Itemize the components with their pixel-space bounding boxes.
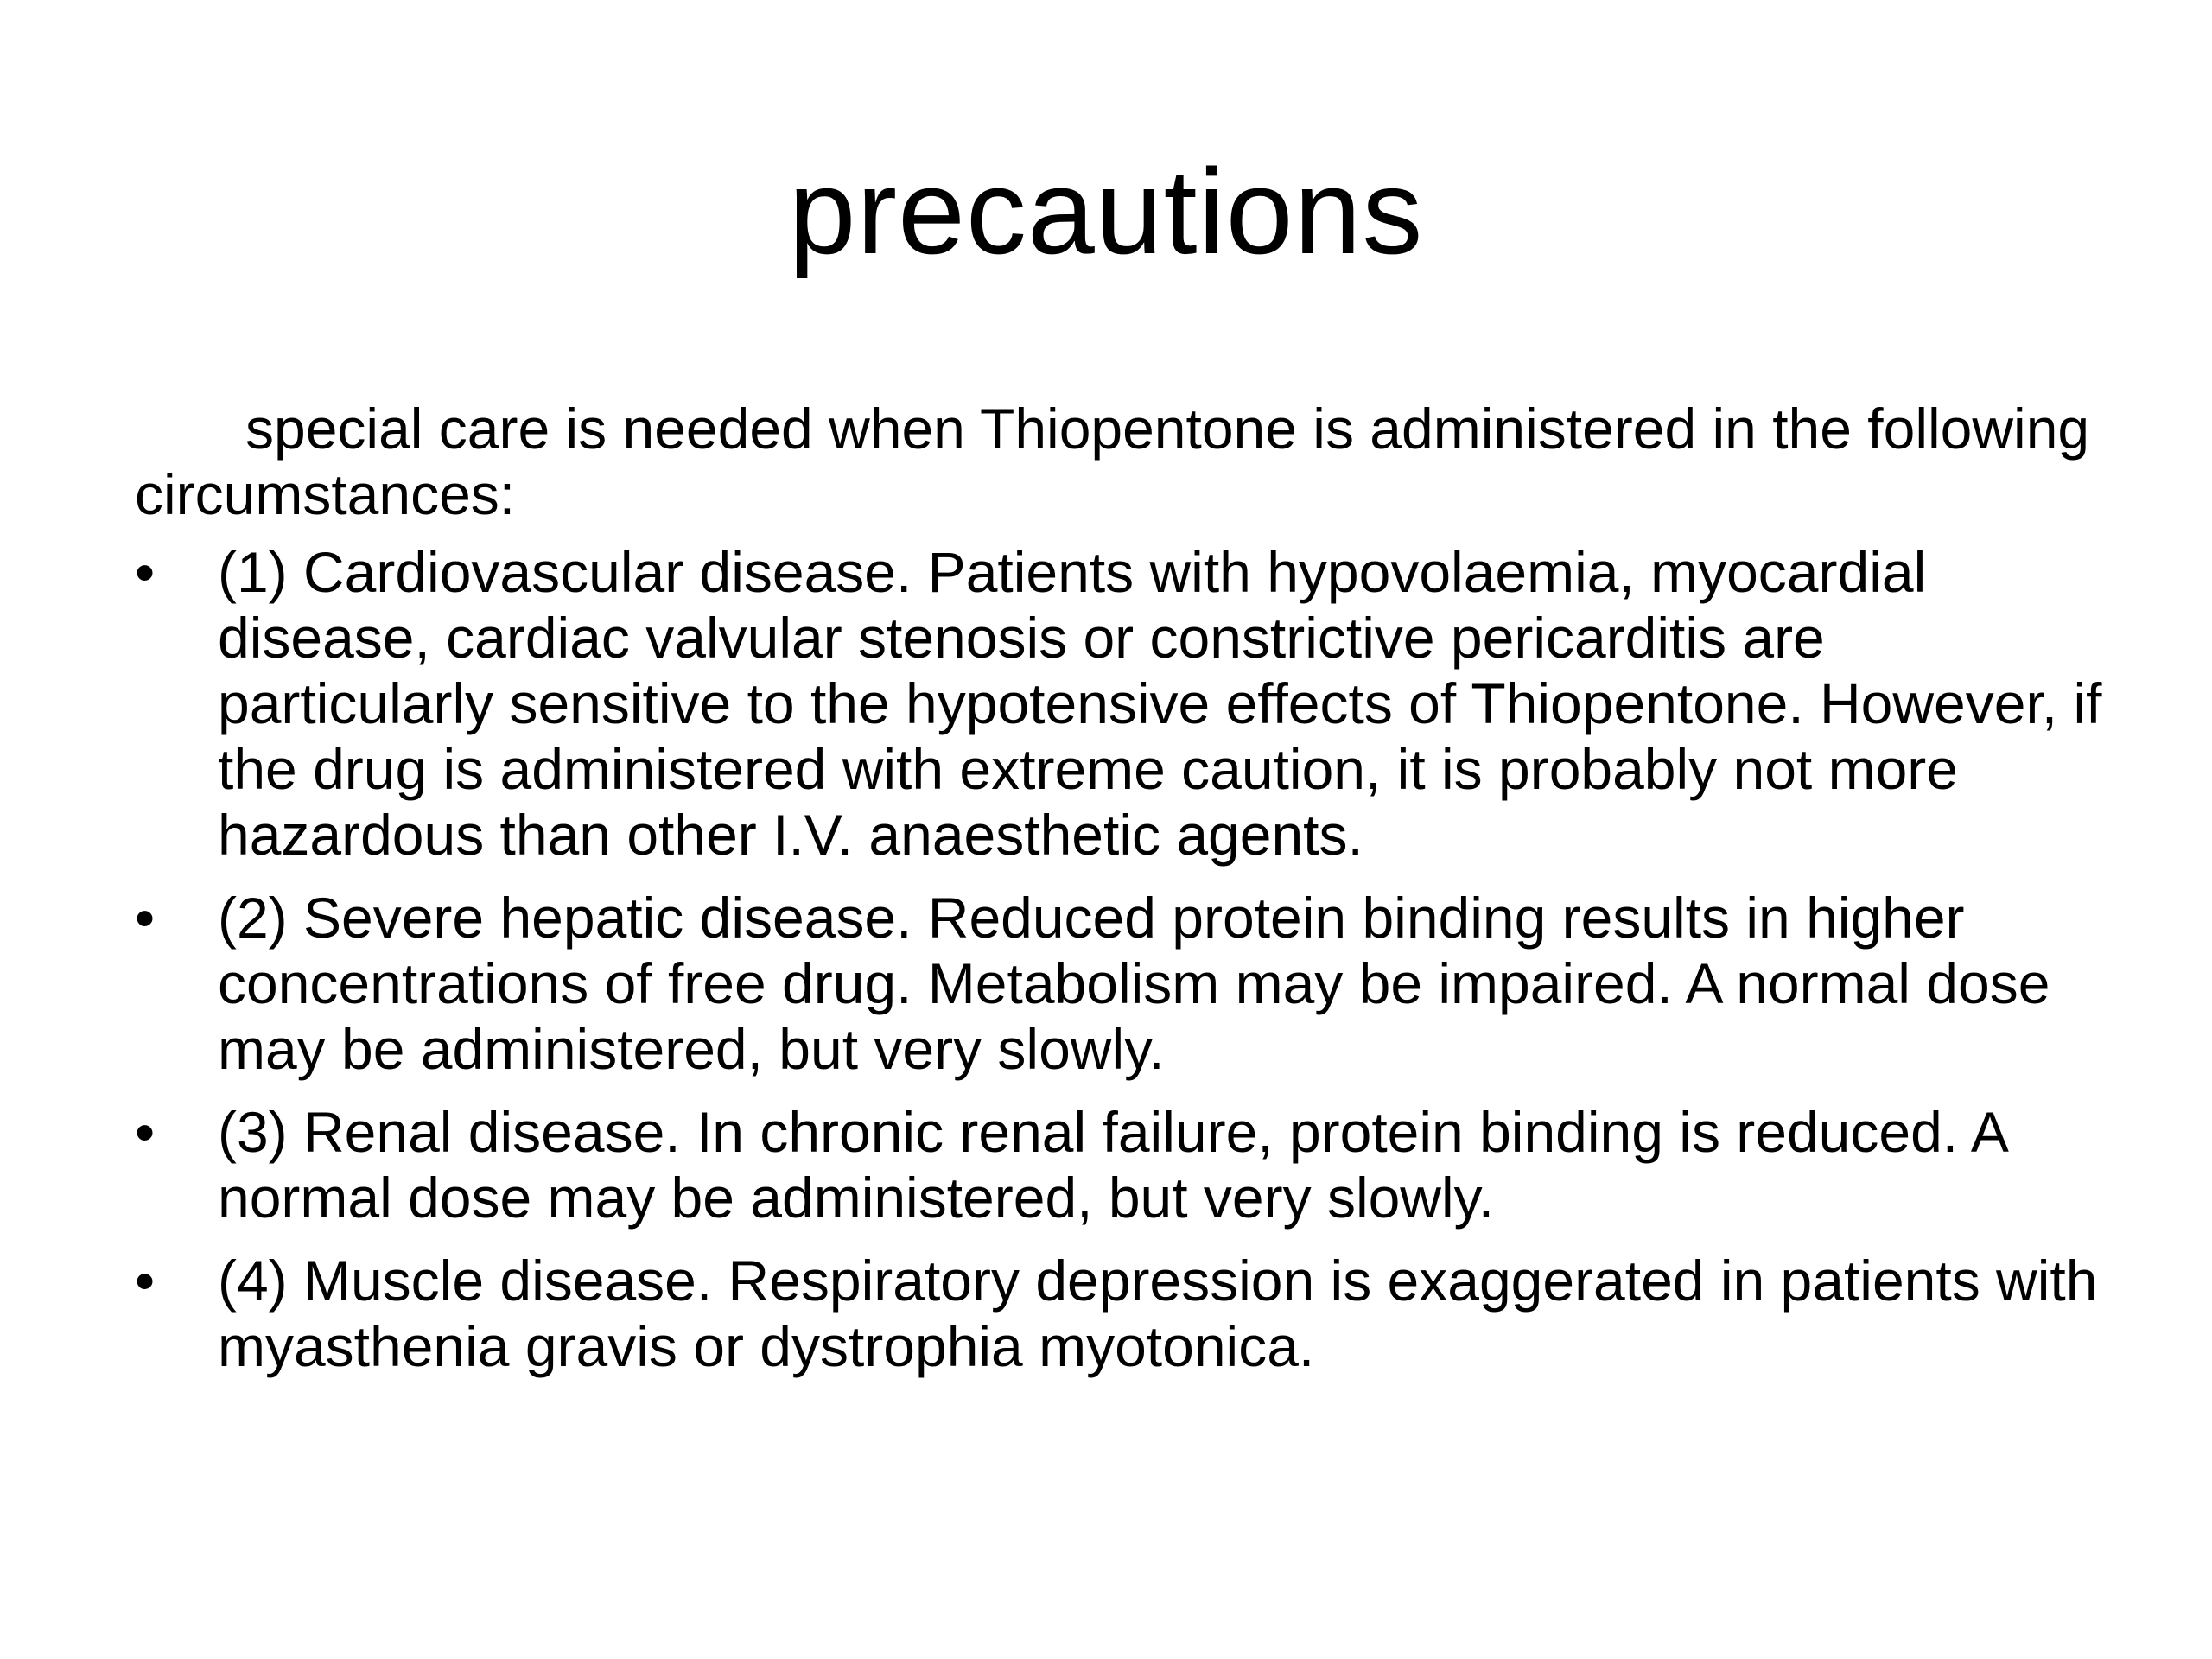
bullet-text-2: (2) Severe hepatic disease. Reduced protein binding results in higher concentrations of free drug. Metabolism may be impaired. A normal dose may be administered, but very slowly. <box>218 886 2050 1081</box>
bullet-dot-icon: • <box>135 1249 156 1313</box>
bullet-list <box>135 539 2113 1379</box>
bullet-item-1 <box>135 539 2113 868</box>
bullet-dot-icon: • <box>135 886 156 950</box>
bullet-text-1: (1) Cardiovascular disease. Patients with hypovolaemia, myocardial disease, cardiac valvular stenosis or constrictive pericarditis are particularly sensitive to the hypotensive effects of Thiopentone. However, if the drug is administered with extreme caution, it is probably not more hazardous than other I.V. anaesthetic agents. <box>218 540 2102 867</box>
slide-body <box>135 396 2113 1396</box>
bullet-dot-icon: • <box>135 1100 156 1164</box>
bullet-item-2 <box>135 885 2113 1082</box>
bullet-dot-icon: • <box>135 540 156 604</box>
bullet-text-4: (4) Muscle disease. Respiratory depression is exaggerated in patients with myasthenia gravis or dystrophia myotonica. <box>218 1249 2098 1378</box>
slide-title: precautions <box>788 143 1424 279</box>
bullet-item-4 <box>135 1248 2113 1379</box>
bullet-item-3 <box>135 1099 2113 1230</box>
bullet-text-3: (3) Renal disease. In chronic renal failure, protein binding is reduced. A normal dose may be administered, but very slowly. <box>218 1100 2006 1230</box>
intro-paragraph: special care is needed when Thiopentone is administered in the following circumstances: <box>135 397 2090 526</box>
